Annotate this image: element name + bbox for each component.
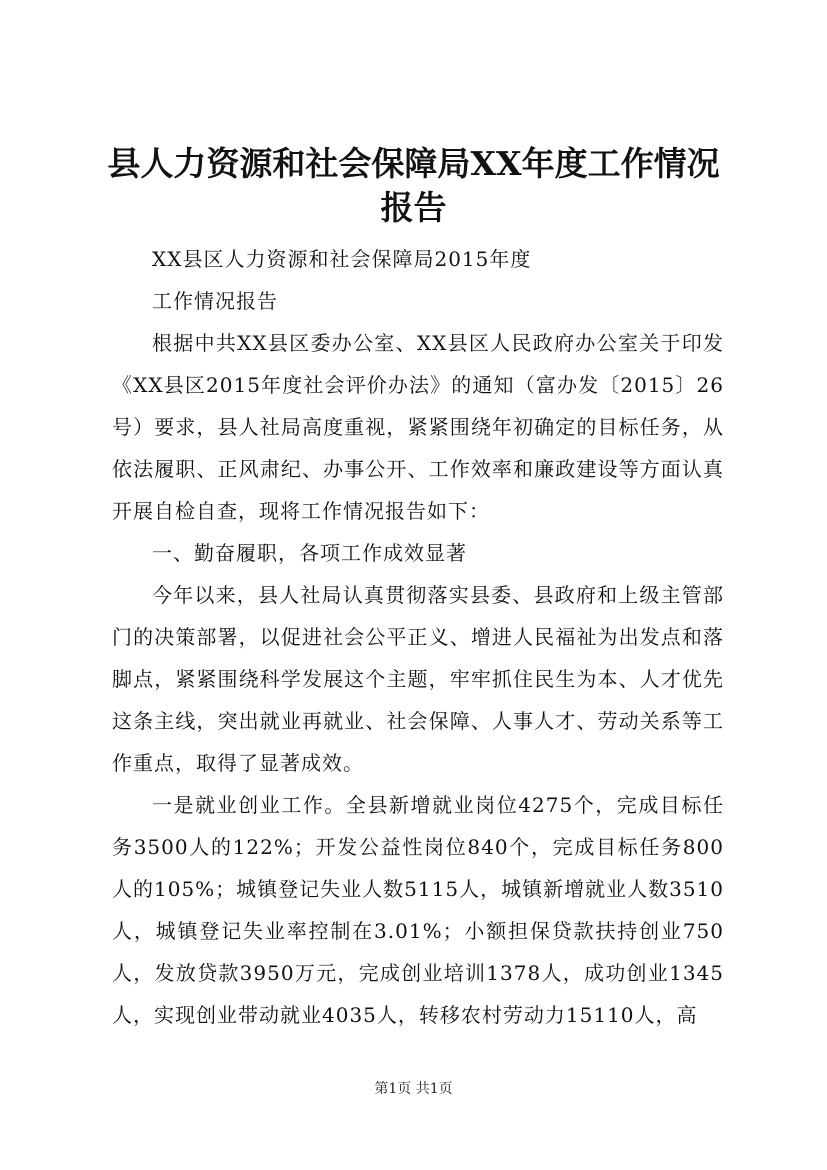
page-footer: 第1页 共1页 xyxy=(374,1081,453,1097)
document-title: 县人力资源和社会保障局XX年度工作情况报告 xyxy=(107,144,720,227)
subtitle-line-1: XX县区人力资源和社会保障局2015年度 xyxy=(152,247,532,271)
document-body xyxy=(112,238,724,1036)
section-heading: 一、勤奋履职，各项工作成效显著 xyxy=(152,541,467,565)
employment-paragraph: 一是就业创业工作。全县新增就业岗位4275个，完成目标任务3500人的122%；开发公益性岗位840个，完成目标任务800人的105%；城镇登记失业人数5115人，城镇新增就业人数3510人，城镇登记失业率控制在3.01%；小额担保贷款扶持创业750人，发放贷款3950万元，完成创业培训1378人，成功创业1345人，实现创业带动就业4035人，转移农村劳动力15110人，高 xyxy=(112,793,724,1027)
subtitle-line-2: 工作情况报告 xyxy=(152,289,278,313)
summary-paragraph: 今年以来，县人社局认真贯彻落实县委、县政府和上级主管部门的决策部署，以促进社会公平正义、增进人民福祉为出发点和落脚点，紧紧围绕科学发展这个主题，牢牢抓住民生为本、人才优先这条主线，突出就业再就业、社会保障、人事人才、劳动关系等工作重点，取得了显著成效。 xyxy=(112,583,724,775)
intro-paragraph: 根据中共XX县区委办公室、XX县区人民政府办公室关于印发《XX县区2015年度社会评价办法》的通知（富办发〔2015〕26号）要求，县人社局高度重视，紧紧围绕年初确定的目标任务，从依法履职、正风肃纪、办事公开、工作效率和廉政建设等方面认真开展自检自查，现将工作情况报告如下： xyxy=(112,331,724,523)
